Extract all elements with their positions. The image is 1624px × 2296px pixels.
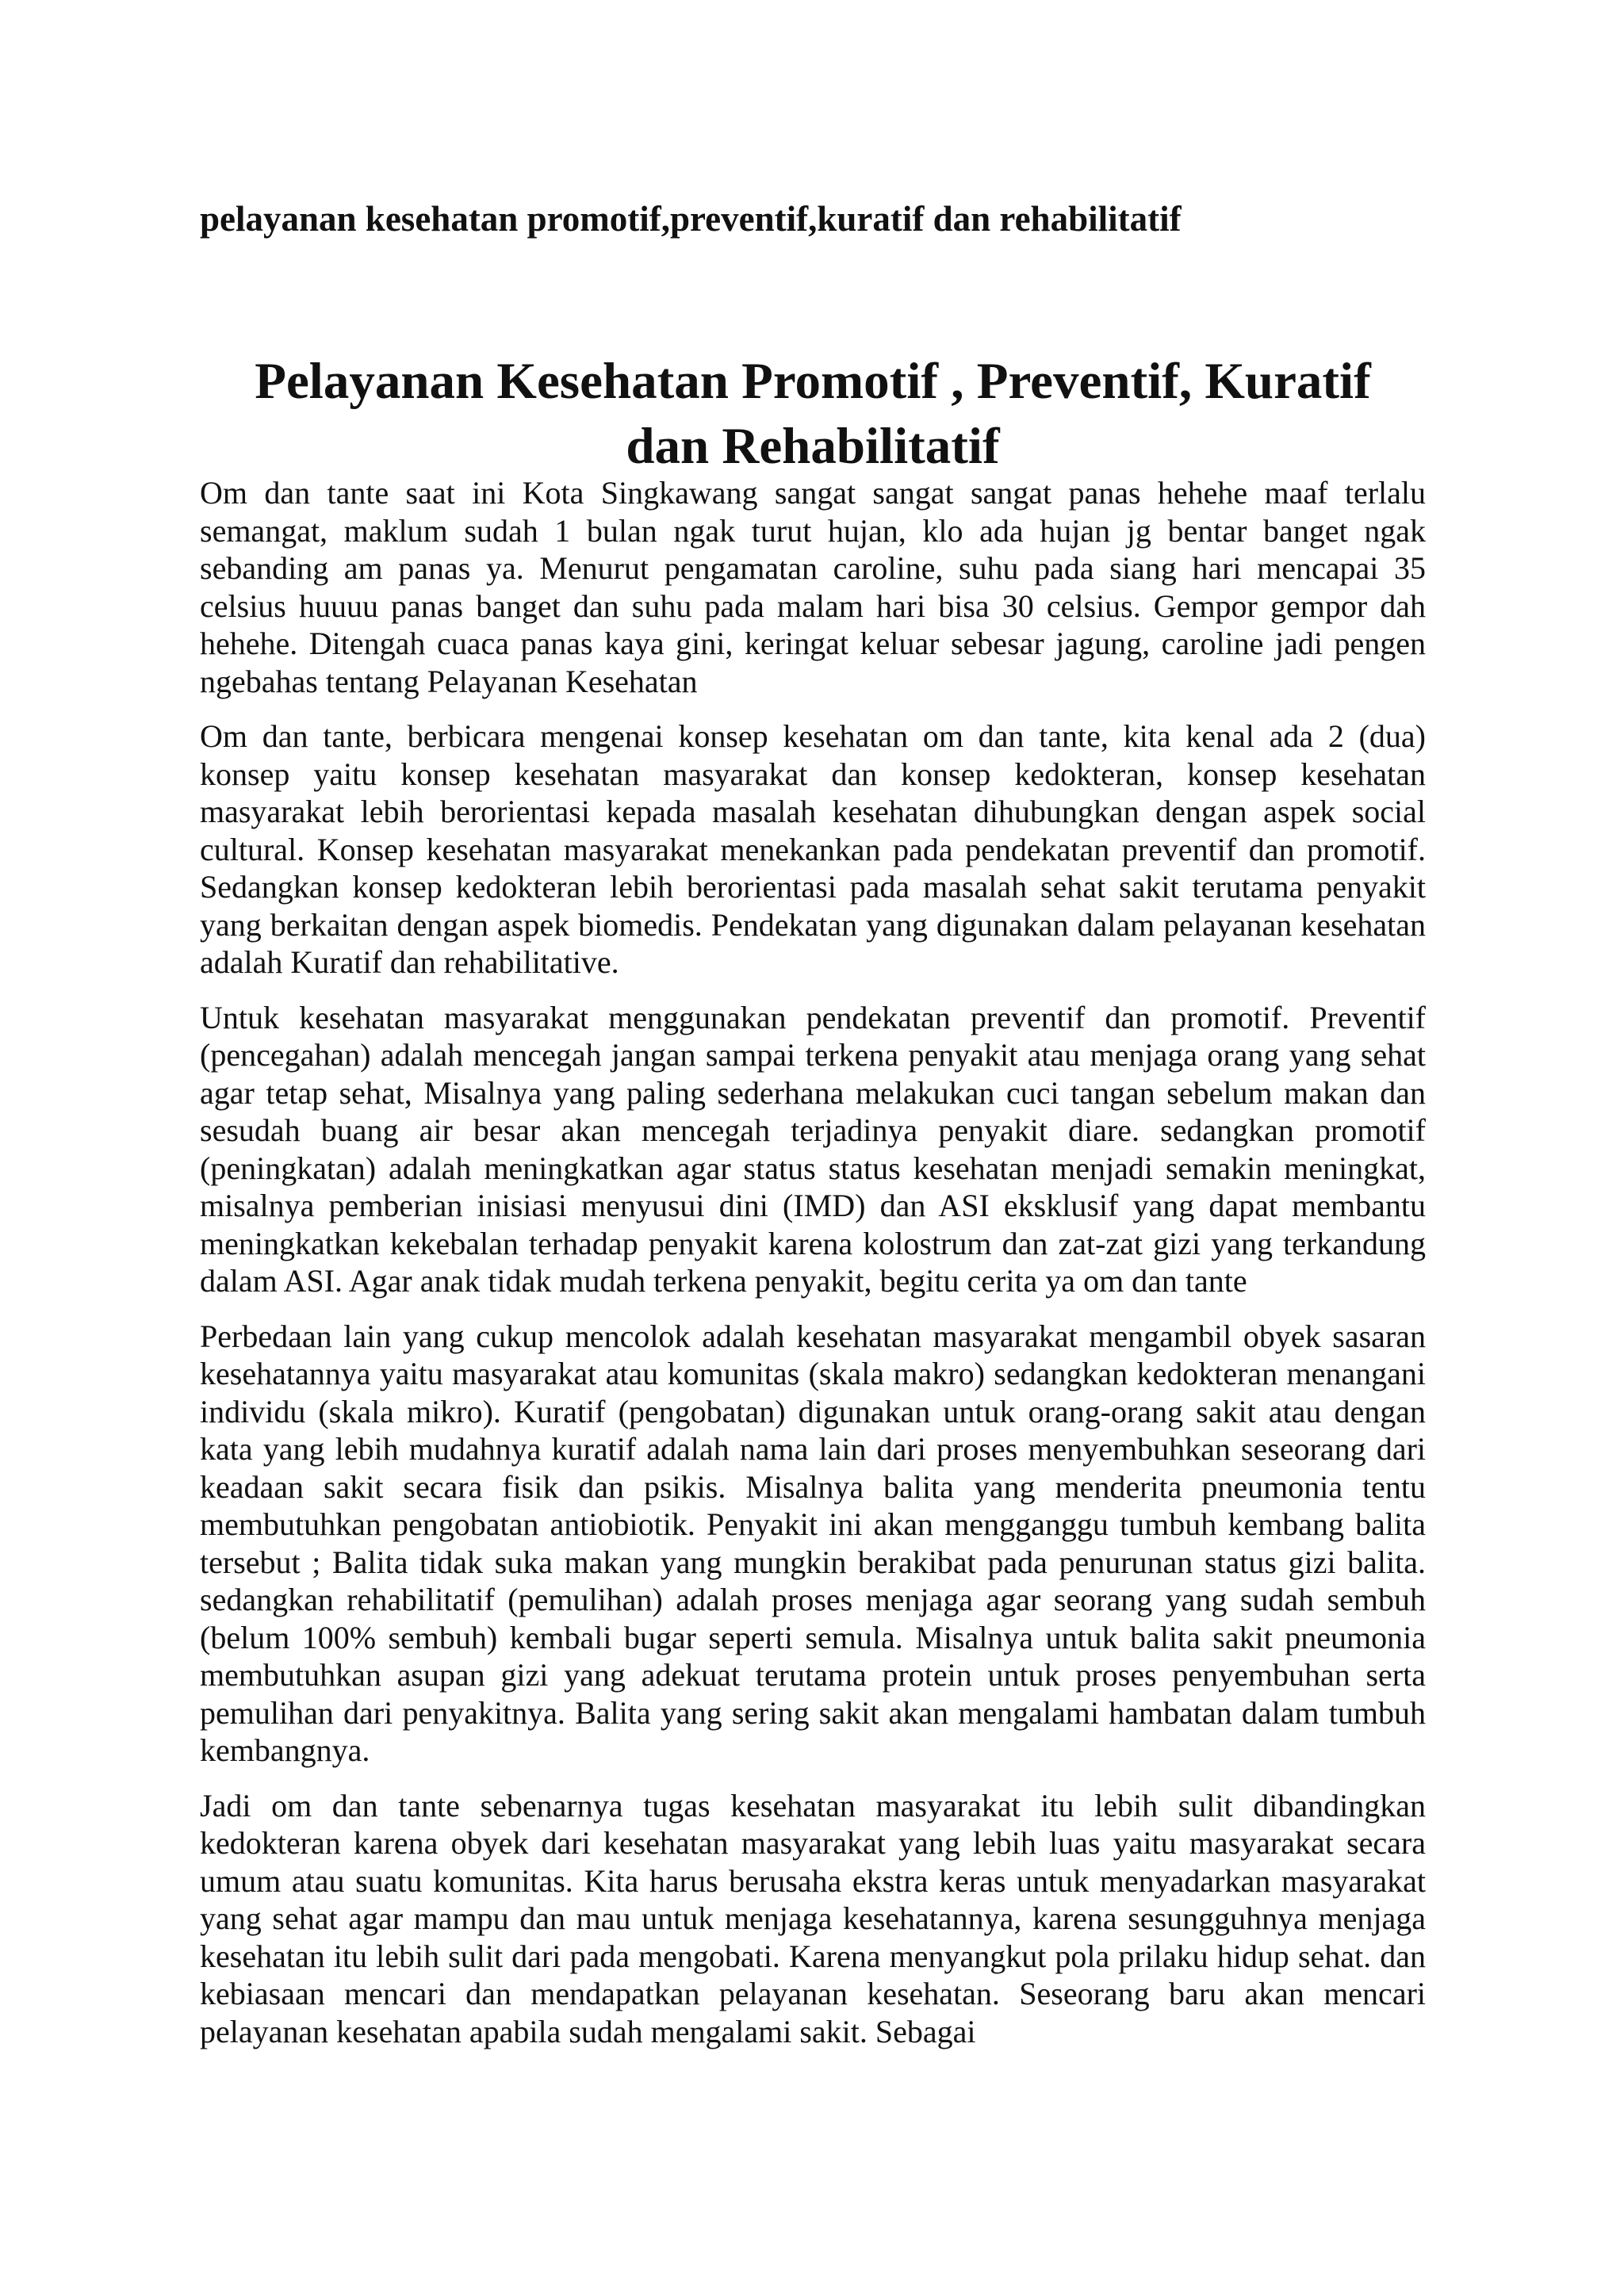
article-heading-line-2: dan Rehabilitatif <box>626 418 1000 475</box>
paragraph: Om dan tante, berbicara mengenai konsep kesehatan om dan tante, kita kenal ada 2 (dua) konsep yaitu konsep kesehatan masyarakat dan konsep kedokteran, konsep kesehatan masyarakat lebih berorientasi kepada masalah kesehatan dihubungkan dengan aspek social cultural. Konsep kesehatan masyarakat menekankan pada pendekatan preventif dan promotif. Sedangkan konsep kedokteran lebih berorientasi pada masalah sehat sakit terutama penyakit yang berkaitan dengan aspek biomedis. Pendekatan yang digunakan dalam pelayanan kesehatan adalah Kuratif dan rehabilitative. <box>200 718 1426 980</box>
paragraph: Untuk kesehatan masyarakat menggunakan pendekatan preventif dan promotif. Preventif (pencegahan) adalah mencegah jangan sampai terkena penyakit atau menjaga orang yang sehat agar tetap sehat, Misalnya yang paling sederhana melakukan cuci tangan sebelum makan dan sesudah buang air besar akan mencegah terjadinya penyakit diare. sedangkan promotif (peningkatan) adalah meningkatkan agar status status kesehatan menjadi semakin meningkat, misalnya pemberian inisiasi menyusui dini (IMD) dan ASI eksklusif yang dapat membantu meningkatkan kekebalan terhadap penyakit karena kolostrum dan zat-zat gizi yang terkandung dalam ASI. Agar anak tidak mudah terkena penyakit, begitu cerita ya om dan tante <box>200 999 1426 1299</box>
article-heading-line-1: Pelayanan Kesehatan Promotif , Preventif, Kuratif <box>255 353 1371 410</box>
paragraph: Om dan tante saat ini Kota Singkawang sangat sangat sangat panas hehehe maaf terlalu semangat, maklum sudah 1 bulan ngak turut hujan, klo ada hujan jg bentar banget ngak sebanding am panas ya. Menurut pengamatan caroline, suhu pada siang hari mencapai 35 celsius huuuu panas banget dan suhu pada malam hari bisa 30 celsius. Gempor gempor dah hehehe. Ditengah cuaca panas kaya gini, keringat keluar sebesar jagung, caroline jadi pengen ngebahas tentang Pelayanan Kesehatan <box>200 475 1426 699</box>
article-heading <box>200 349 1426 479</box>
document-top-title: pelayanan kesehatan promotif,preventif,kuratif dan rehabilitatif <box>200 199 1182 239</box>
paragraph: Perbedaan lain yang cukup mencolok adalah kesehatan masyarakat mengambil obyek sasaran kesehatannya yaitu masyarakat atau komunitas (skala makro) sedangkan kedokteran menangani individu (skala mikro). Kuratif (pengobatan) digunakan untuk orang-orang sakit atau dengan kata yang lebih mudahnya kuratif adalah nama lain dari proses menyembuhkan seseorang dari keadaan sakit secara fisik dan psikis. Misalnya balita yang menderita pneumonia tentu membutuhkan pengobatan antiobiotik. Penyakit ini akan mengganggu tumbuh kembang balita tersebut ; Balita tidak suka makan yang mungkin berakibat pada penurunan status gizi balita. sedangkan rehabilitatif (pemulihan) adalah proses menjaga agar seorang yang sudah sembuh (belum 100% sembuh) kembali bugar seperti semula. Misalnya untuk balita sakit pneumonia membutuhkan asupan gizi yang adekuat terutama protein untuk proses penyembuhan serta pemulihan dari penyakitnya. Balita yang sering sakit akan mengalami hambatan dalam tumbuh kembangnya. <box>200 1318 1426 1768</box>
paragraph: Jadi om dan tante sebenarnya tugas kesehatan masyarakat itu lebih sulit dibandingkan kedokteran karena obyek dari kesehatan masyarakat yang lebih luas yaitu masyarakat secara umum atau suatu komunitas. Kita harus berusaha ekstra keras untuk menyadarkan masyarakat yang sehat agar mampu dan mau untuk menjaga kesehatannya, karena sesungguhnya menjaga kesehatan itu lebih sulit dari pada mengobati. Karena menyangkut pola prilaku hidup sehat. dan kebiasaan mencari dan mendapatkan pelayanan kesehatan. Seseorang baru akan mencari pelayanan kesehatan apabila sudah mengalami sakit. Sebagai <box>200 1787 1426 2049</box>
article-body <box>200 474 1426 2068</box>
